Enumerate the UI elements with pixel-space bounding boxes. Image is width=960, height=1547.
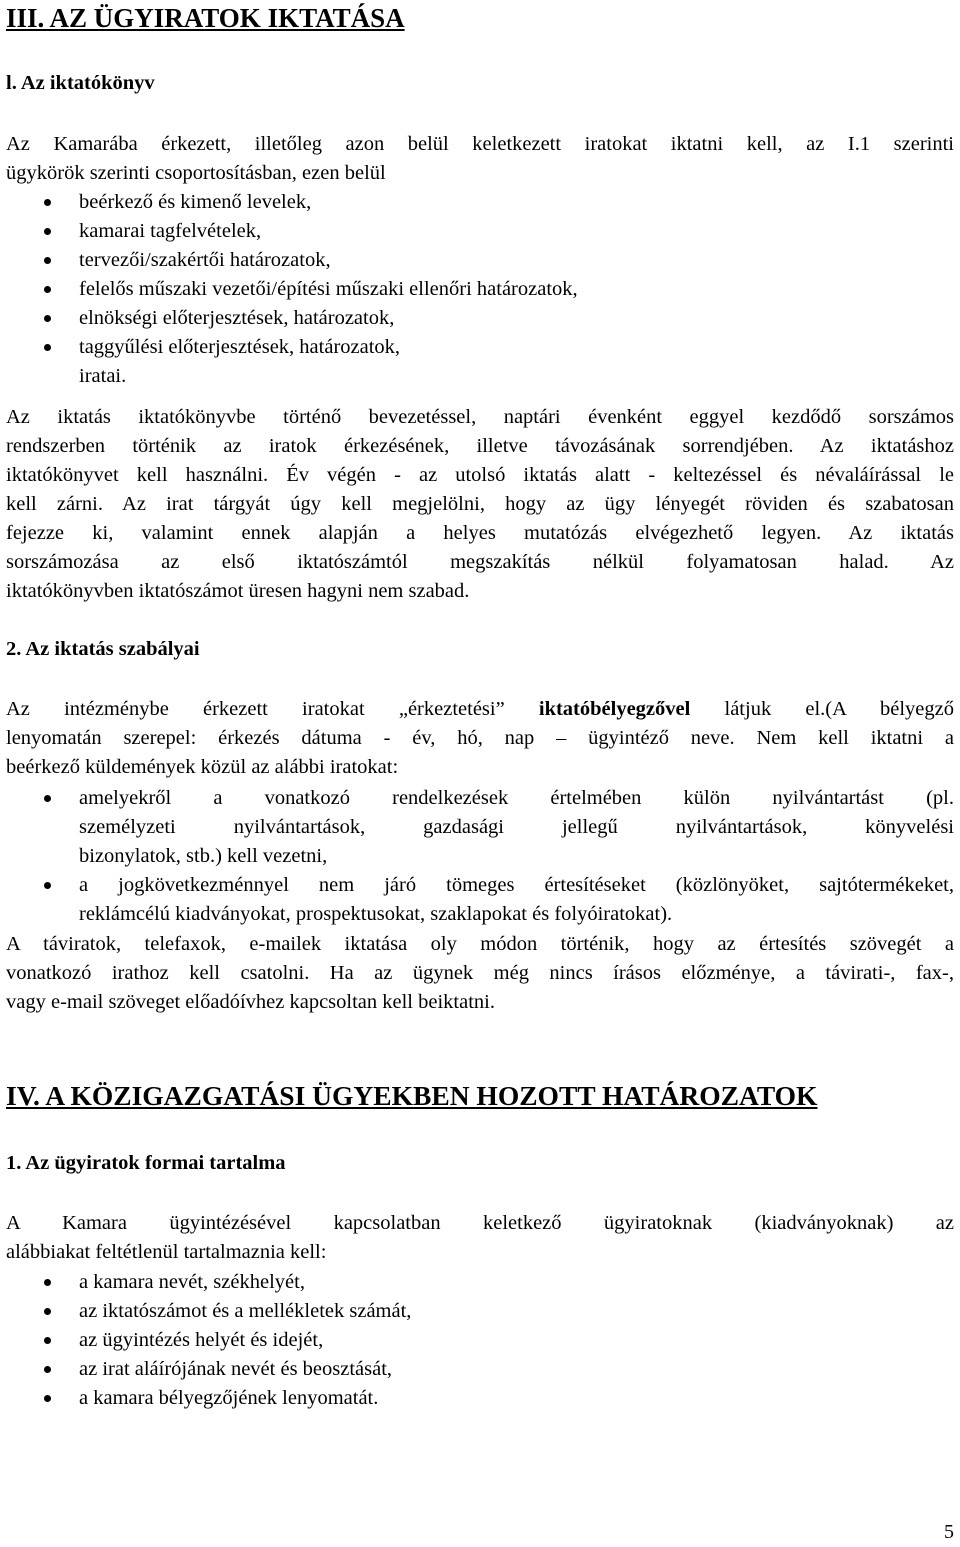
list-item: a kamara bélyegzőjének lenyomatát. bbox=[6, 1384, 954, 1413]
bullet-icon bbox=[44, 1279, 51, 1286]
text-line: iktatókönyvben iktatószámot üresen hagyni nem szabad. bbox=[6, 580, 470, 602]
text-line: A Kamara ügyintézésével kapcsolatban keletkező ügyiratoknak (kiadványoknak) az bbox=[6, 1212, 954, 1234]
document-type-list bbox=[6, 188, 954, 391]
bullet-icon bbox=[44, 257, 51, 264]
bullet-icon bbox=[44, 1395, 51, 1402]
list-item: a kamara nevét, székhelyét, bbox=[6, 1268, 954, 1297]
text-line: sorszámozása az első iktatószámtól megszakítás nélkül folyamatosan halad. Az bbox=[6, 551, 954, 573]
list-item: az iktatószámot és a mellékletek számát, bbox=[6, 1297, 954, 1326]
list-item: iratai. bbox=[79, 365, 127, 387]
list-item: elnökségi előterjesztések, határozatok, bbox=[6, 304, 954, 333]
text-line: rendszerben történik az iratok érkezésének, illetve távozásának sorrendjében. Az iktatáshoz bbox=[6, 435, 954, 457]
list-item: kamarai tagfelvételek, bbox=[6, 217, 954, 246]
bullet-icon bbox=[44, 1308, 51, 1315]
section-3-paragraph-2 bbox=[6, 695, 954, 782]
text-line: kell zárni. Az irat tárgyát úgy kell megjelölni, hogy az ügy lényegét röviden és szabatosan bbox=[6, 493, 954, 515]
bullet-icon bbox=[44, 1366, 51, 1373]
section-3-intro bbox=[6, 130, 954, 188]
text-line: A táviratok, telefaxok, e-mailek iktatása oly módon történik, hogy az értesítés szövegét a bbox=[6, 933, 954, 955]
list-item: taggyűlési előterjesztések, határozatok, bbox=[6, 333, 954, 362]
section-4-subheading-1: 1. Az ügyiratok formai tartalma bbox=[6, 1152, 286, 1174]
text-line: lenyomatán szerepel: érkezés dátuma - év, hó, nap – ügyintéző neve. Nem kell iktatni a bbox=[6, 727, 954, 749]
list-item: felelős műszaki vezetői/építési műszaki ellenőri határozatok, bbox=[6, 275, 954, 304]
bullet-icon bbox=[44, 286, 51, 293]
required-content-list bbox=[6, 1268, 954, 1413]
bullet-icon bbox=[44, 315, 51, 322]
list-item: a jogkövetkezménnyel nem járó tömeges értesítéseket (közlönyöket, sajtótermékeket, reklámcélú kiadványokat, prospektusokat, szaklapokat és folyóiratokat). bbox=[6, 871, 954, 929]
bullet-icon bbox=[44, 344, 51, 351]
list-item: az irat aláírójának nevét és beosztását, bbox=[6, 1355, 954, 1384]
text-line: vonatkozó irathoz kell csatolni. Ha az ügynek még nincs írásos előzménye, a távirati-, fax-, bbox=[6, 962, 954, 984]
bullet-icon bbox=[44, 1337, 51, 1344]
text-line: Az intézménybe érkezett iratokat „érkeztetési” iktatóbélyegzővel látjuk el.(A bélyegző bbox=[6, 698, 954, 720]
text-line: beérkező küldemények közül az alábbi iratokat: bbox=[6, 756, 399, 778]
page-number: 5 bbox=[944, 1521, 954, 1543]
section-3-paragraph-3 bbox=[6, 930, 954, 1017]
section-3-subheading-1: l. Az iktatókönyv bbox=[6, 72, 155, 94]
section-3-subheading-2: 2. Az iktatás szabályai bbox=[6, 638, 200, 660]
text-line: ügykörök szerinti csoportosításban, ezen belül bbox=[6, 162, 386, 184]
section-4-intro bbox=[6, 1209, 954, 1267]
list-item: az ügyintézés helyét és idejét, bbox=[6, 1326, 954, 1355]
section-4-title: IV. A KÖZIGAZGATÁSI ÜGYEKBEN HOZOTT HATÁROZATOK bbox=[6, 1080, 818, 1111]
exempt-documents-list bbox=[6, 784, 954, 929]
bullet-icon bbox=[44, 882, 51, 889]
text-line: Az iktatás iktatókönyvbe történő bevezetéssel, naptári évenként eggyel kezdődő sorszámos bbox=[6, 406, 954, 428]
bullet-icon bbox=[44, 199, 51, 206]
text-line: iktatókönyvet kell használni. Év végén - az utolsó iktatás alatt - keltezéssel és névaláírással le bbox=[6, 464, 954, 486]
stamp-term: iktatóbélyegzővel bbox=[538, 698, 691, 720]
text-line: alábbiakat feltétlenül tartalmaznia kell: bbox=[6, 1241, 327, 1263]
section-3-title: III. AZ ÜGYIRATOK IKTATÁSA bbox=[6, 3, 405, 33]
text-line: fejezze ki, valamint ennek alapján a helyes mutatózás elvégezhető legyen. Az iktatás bbox=[6, 522, 954, 544]
bullet-icon bbox=[44, 228, 51, 235]
list-item: tervezői/szakértői határozatok, bbox=[6, 246, 954, 275]
text-line: vagy e-mail szöveget előadóívhez kapcsoltan kell beiktatni. bbox=[6, 991, 495, 1013]
text-line: Az Kamarába érkezett, illetőleg azon belül keletkezett iratokat iktatni kell, az I.1 szerinti bbox=[6, 133, 954, 155]
list-item: beérkező és kimenő levelek, bbox=[6, 188, 954, 217]
bullet-icon bbox=[44, 795, 51, 802]
section-3-paragraph-1 bbox=[6, 403, 954, 606]
list-item: amelyekről a vonatkozó rendelkezések értelmében külön nyilvántartást (pl. személyzeti nyilvántartások, gazdasági jellegű nyilvántartások, könyvelési bizonylatok, stb.) kell vezetni, bbox=[6, 784, 954, 871]
